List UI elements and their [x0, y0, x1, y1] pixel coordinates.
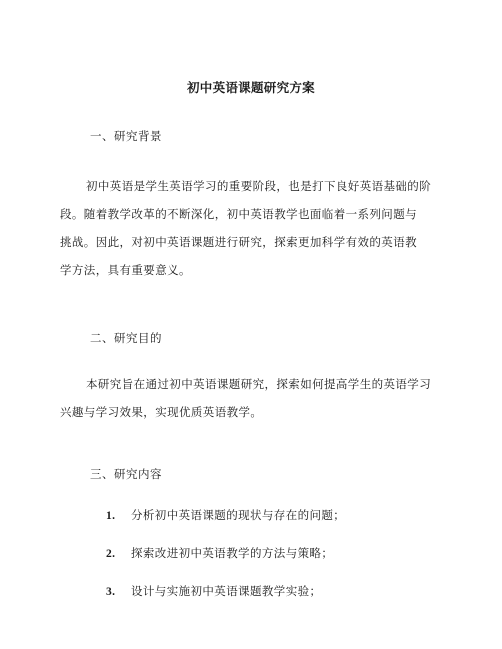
list-item-number: 3. — [106, 586, 116, 598]
list-item — [106, 583, 321, 599]
list-item-number: 2. — [106, 548, 116, 560]
section-heading-content: 三、研究内容 — [90, 467, 162, 481]
paragraph-line: 学方法，具有重要意义。 — [60, 263, 191, 277]
section-paragraph-purpose — [60, 370, 430, 426]
list-item — [106, 507, 345, 523]
list-item — [106, 545, 333, 561]
paragraph-line: 本研究旨在通过初中英语课题研究，探索如何提高学生的英语学习 — [86, 377, 432, 391]
document-title: 初中英语课题研究方案 — [186, 80, 315, 95]
paragraph-line: 挑战。因此，对初中英语课题进行研究，探索更加科学有效的英语教 — [60, 235, 417, 249]
paragraph-line: 初中英语是学生英语学习的重要阶段，也是打下良好英语基础的阶 — [86, 179, 432, 193]
paragraph-line: 兴趣与学习效果，实现优质英语教学。 — [60, 405, 263, 419]
section-heading-purpose: 二、研究目的 — [90, 331, 162, 345]
paragraph-line: 段。随着教学改革的不断深化，初中英语教学也面临着一系列问题与 — [60, 207, 417, 221]
list-item-text: 分析初中英语课题的现状与存在的问题； — [131, 508, 346, 522]
section-heading-background: 一、研究背景 — [90, 129, 162, 143]
section-paragraph-background — [60, 172, 430, 284]
list-item-number: 1. — [106, 510, 116, 522]
list-item-text: 设计与实施初中英语课题教学实验； — [131, 584, 322, 598]
list-item-text: 探索改进初中英语教学的方法与策略； — [131, 546, 334, 560]
